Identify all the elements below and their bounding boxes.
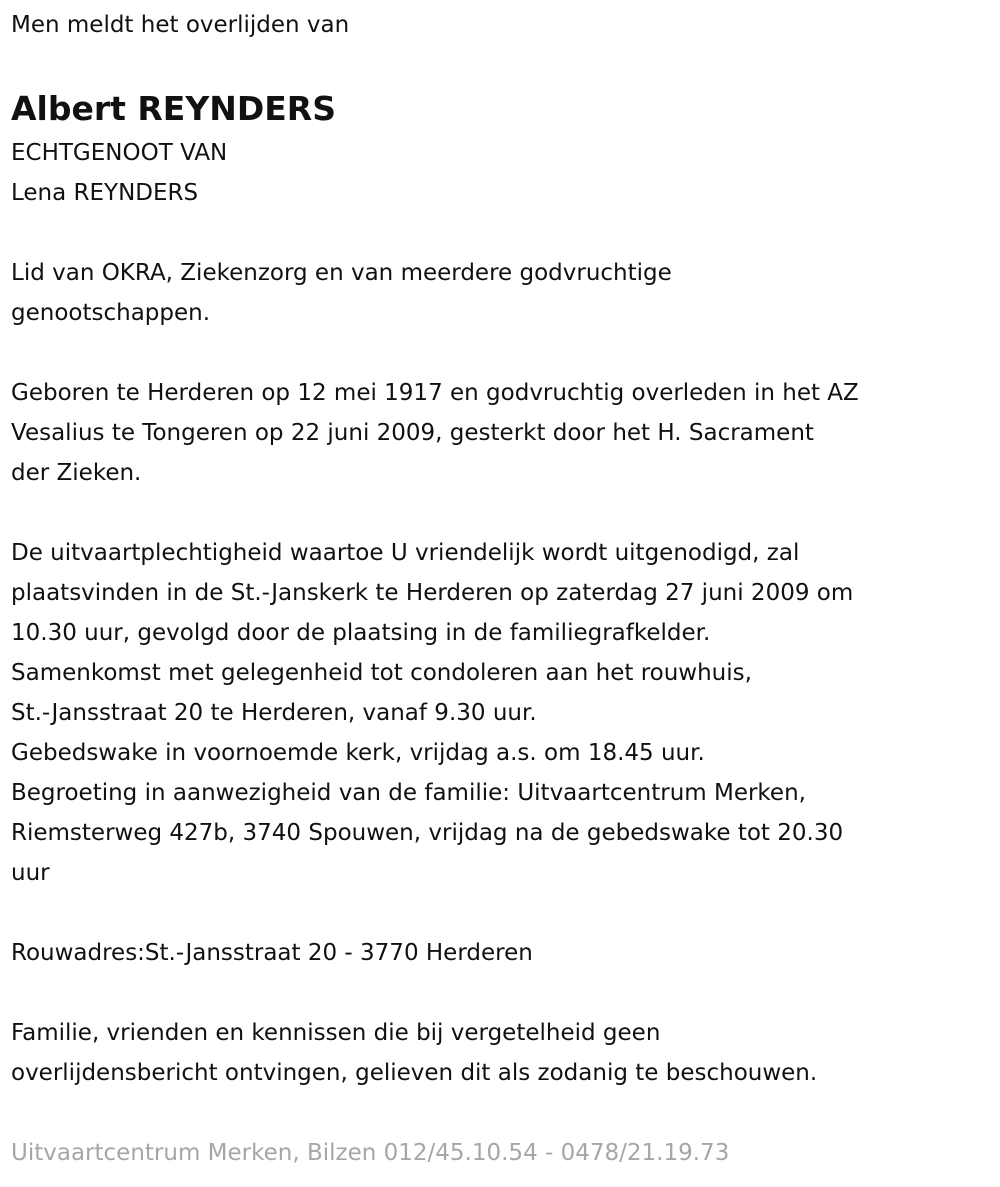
funeral-home-footer: Uitvaartcentrum Merken, Bilzen 012/45.10.54 - 0478/21.19.73 <box>11 1140 730 1166</box>
intro-text: Men meldt het overlijden van <box>11 12 350 38</box>
birth-death-line: der Zieken. <box>11 460 142 486</box>
birth-death-line: Geboren te Herderen op 12 mei 1917 en godvruchtig overleden in het AZ <box>11 380 859 406</box>
mourning-address: Rouwadres:St.-Jansstraat 20 - 3770 Herderen <box>11 940 533 966</box>
deceased-name: Albert REYNDERS <box>11 89 336 128</box>
ceremony-line: plaatsvinden in de St.-Janskerk te Herderen op zaterdag 27 juni 2009 om <box>11 580 854 606</box>
notice-line: overlijdensbericht ontvingen, gelieven dit als zodanig te beschouwen. <box>11 1060 818 1086</box>
birth-death-line: Vesalius te Tongeren op 22 juni 2009, gesterkt door het H. Sacrament <box>11 420 814 446</box>
ceremony-line: Samenkomst met gelegenheid tot condoleren aan het rouwhuis, <box>11 660 752 686</box>
ceremony-line: De uitvaartplechtigheid waartoe U vriendelijk wordt uitgenodigd, zal <box>11 540 800 566</box>
ceremony-line: Begroeting in aanwezigheid van de familie: Uitvaartcentrum Merken, <box>11 780 806 806</box>
spouse-name: Lena REYNDERS <box>11 180 199 206</box>
membership-line: Lid van OKRA, Ziekenzorg en van meerdere godvruchtige <box>11 260 672 286</box>
relation-line: ECHTGENOOT VAN <box>11 140 228 166</box>
ceremony-line: St.-Jansstraat 20 te Herderen, vanaf 9.30 uur. <box>11 700 537 726</box>
membership-line: genootschappen. <box>11 300 211 326</box>
notice-line: Familie, vrienden en kennissen die bij vergetelheid geen <box>11 1020 661 1046</box>
ceremony-line: 10.30 uur, gevolgd door de plaatsing in de familiegrafkelder. <box>11 620 711 646</box>
ceremony-line: uur <box>11 860 50 886</box>
ceremony-line: Gebedswake in voornoemde kerk, vrijdag a.s. om 18.45 uur. <box>11 740 705 766</box>
ceremony-line: Riemsterweg 427b, 3740 Spouwen, vrijdag na de gebedswake tot 20.30 <box>11 820 844 846</box>
